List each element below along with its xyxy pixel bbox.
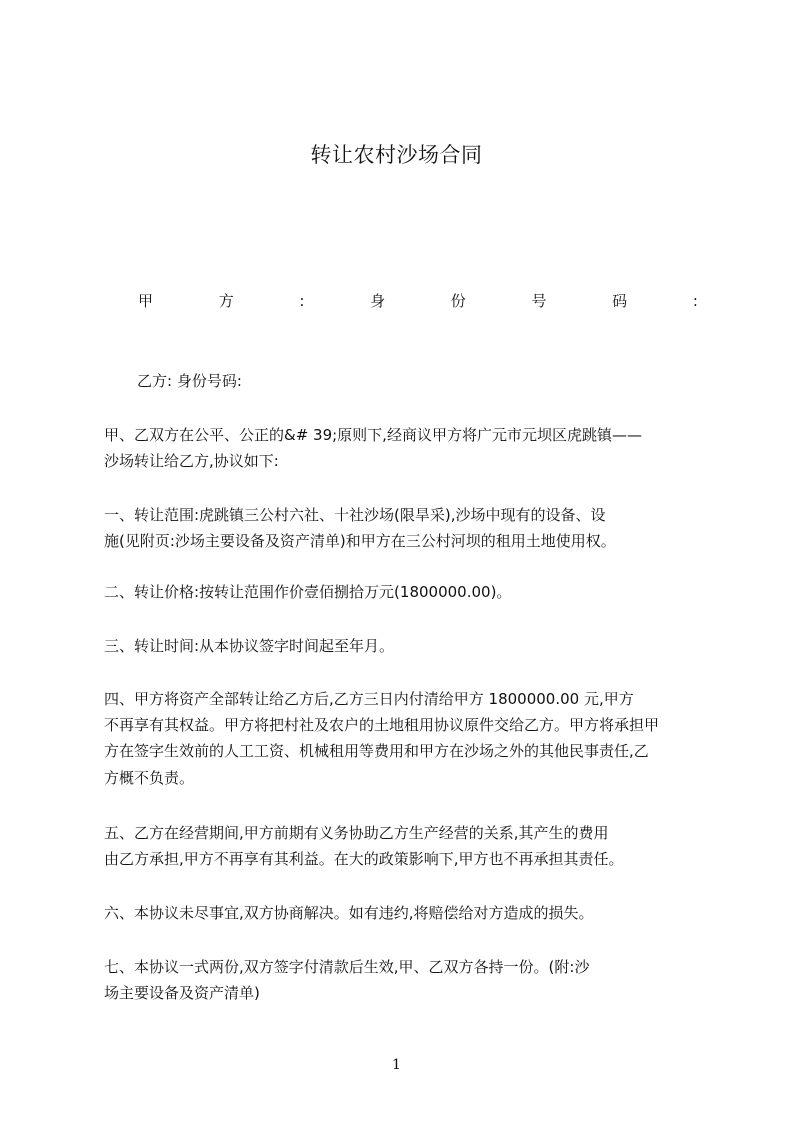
clause-2-line: 二、转让价格:按转让范围作价壹佰捌拾万元(1800000.00)。 (104, 583, 512, 601)
party-a-char: 方 (218, 292, 234, 310)
party-a-char: 码 (612, 292, 628, 310)
clause-6-line: 六、本协议未尽事宜,双方协商解决。如有违约,将赔偿给对方造成的损失。 (104, 904, 594, 922)
clause-1-line: 一、转让范围:虎跳镇三公村六社、十社沙场(限旱采),沙场中现有的设备、设 (104, 506, 606, 524)
party-a-char: : (692, 292, 698, 310)
party-b-line: 乙方: 身份号码: (137, 372, 242, 390)
clause-4-line: 四、甲方将资产全部转让给乙方后,乙方三日内付清给甲方 1800000.00 元,甲方 (104, 690, 634, 708)
party-a-char: : (299, 292, 305, 310)
page-number: 1 (392, 1057, 401, 1073)
party-a-char: 号 (531, 292, 547, 310)
clause-1-line: 施(见附页:沙场主要设备及资产清单)和甲方在三公村河坝的租用土地使用权。 (104, 532, 616, 550)
clause-3-line: 三、转让时间:从本协议签字时间起至年月。 (104, 637, 395, 655)
clause-4-line: 方在签字生效前的人工工资、机械租用等费用和甲方在沙场之外的其他民事责任,乙 (104, 742, 649, 760)
party-a-line (138, 292, 698, 310)
party-a-char: 甲 (138, 292, 154, 310)
clause-7-line: 七、本协议一式两份,双方签字付清款后生效,甲、乙双方各持一份。(附:沙 (104, 958, 590, 976)
party-a-char: 份 (450, 292, 466, 310)
clause-5-line: 由乙方承担,甲方不再享有其利益。在大的政策影响下,甲方也不再承担其责任。 (104, 850, 624, 868)
intro-line: 甲、乙双方在公平、公正的&# 39;原则下,经商议甲方将广元市元坝区虎跳镇—— (104, 426, 642, 444)
clause-5-line: 五、乙方在经营期间,甲方前期有义务协助乙方生产经营的关系,其产生的费用 (104, 824, 609, 842)
party-a-char: 身 (370, 292, 386, 310)
intro-line: 沙场转让给乙方,协议如下: (104, 452, 279, 470)
document-title: 转让农村沙场合同 (310, 143, 483, 167)
clause-7-line: 场主要设备及资产清单) (104, 984, 260, 1002)
clause-4-line: 不再享有其权益。甲方将把村社及农户的土地租用协议原件交给乙方。甲方将承担甲 (104, 716, 660, 734)
clause-4-line: 方概不负责。 (104, 769, 195, 787)
